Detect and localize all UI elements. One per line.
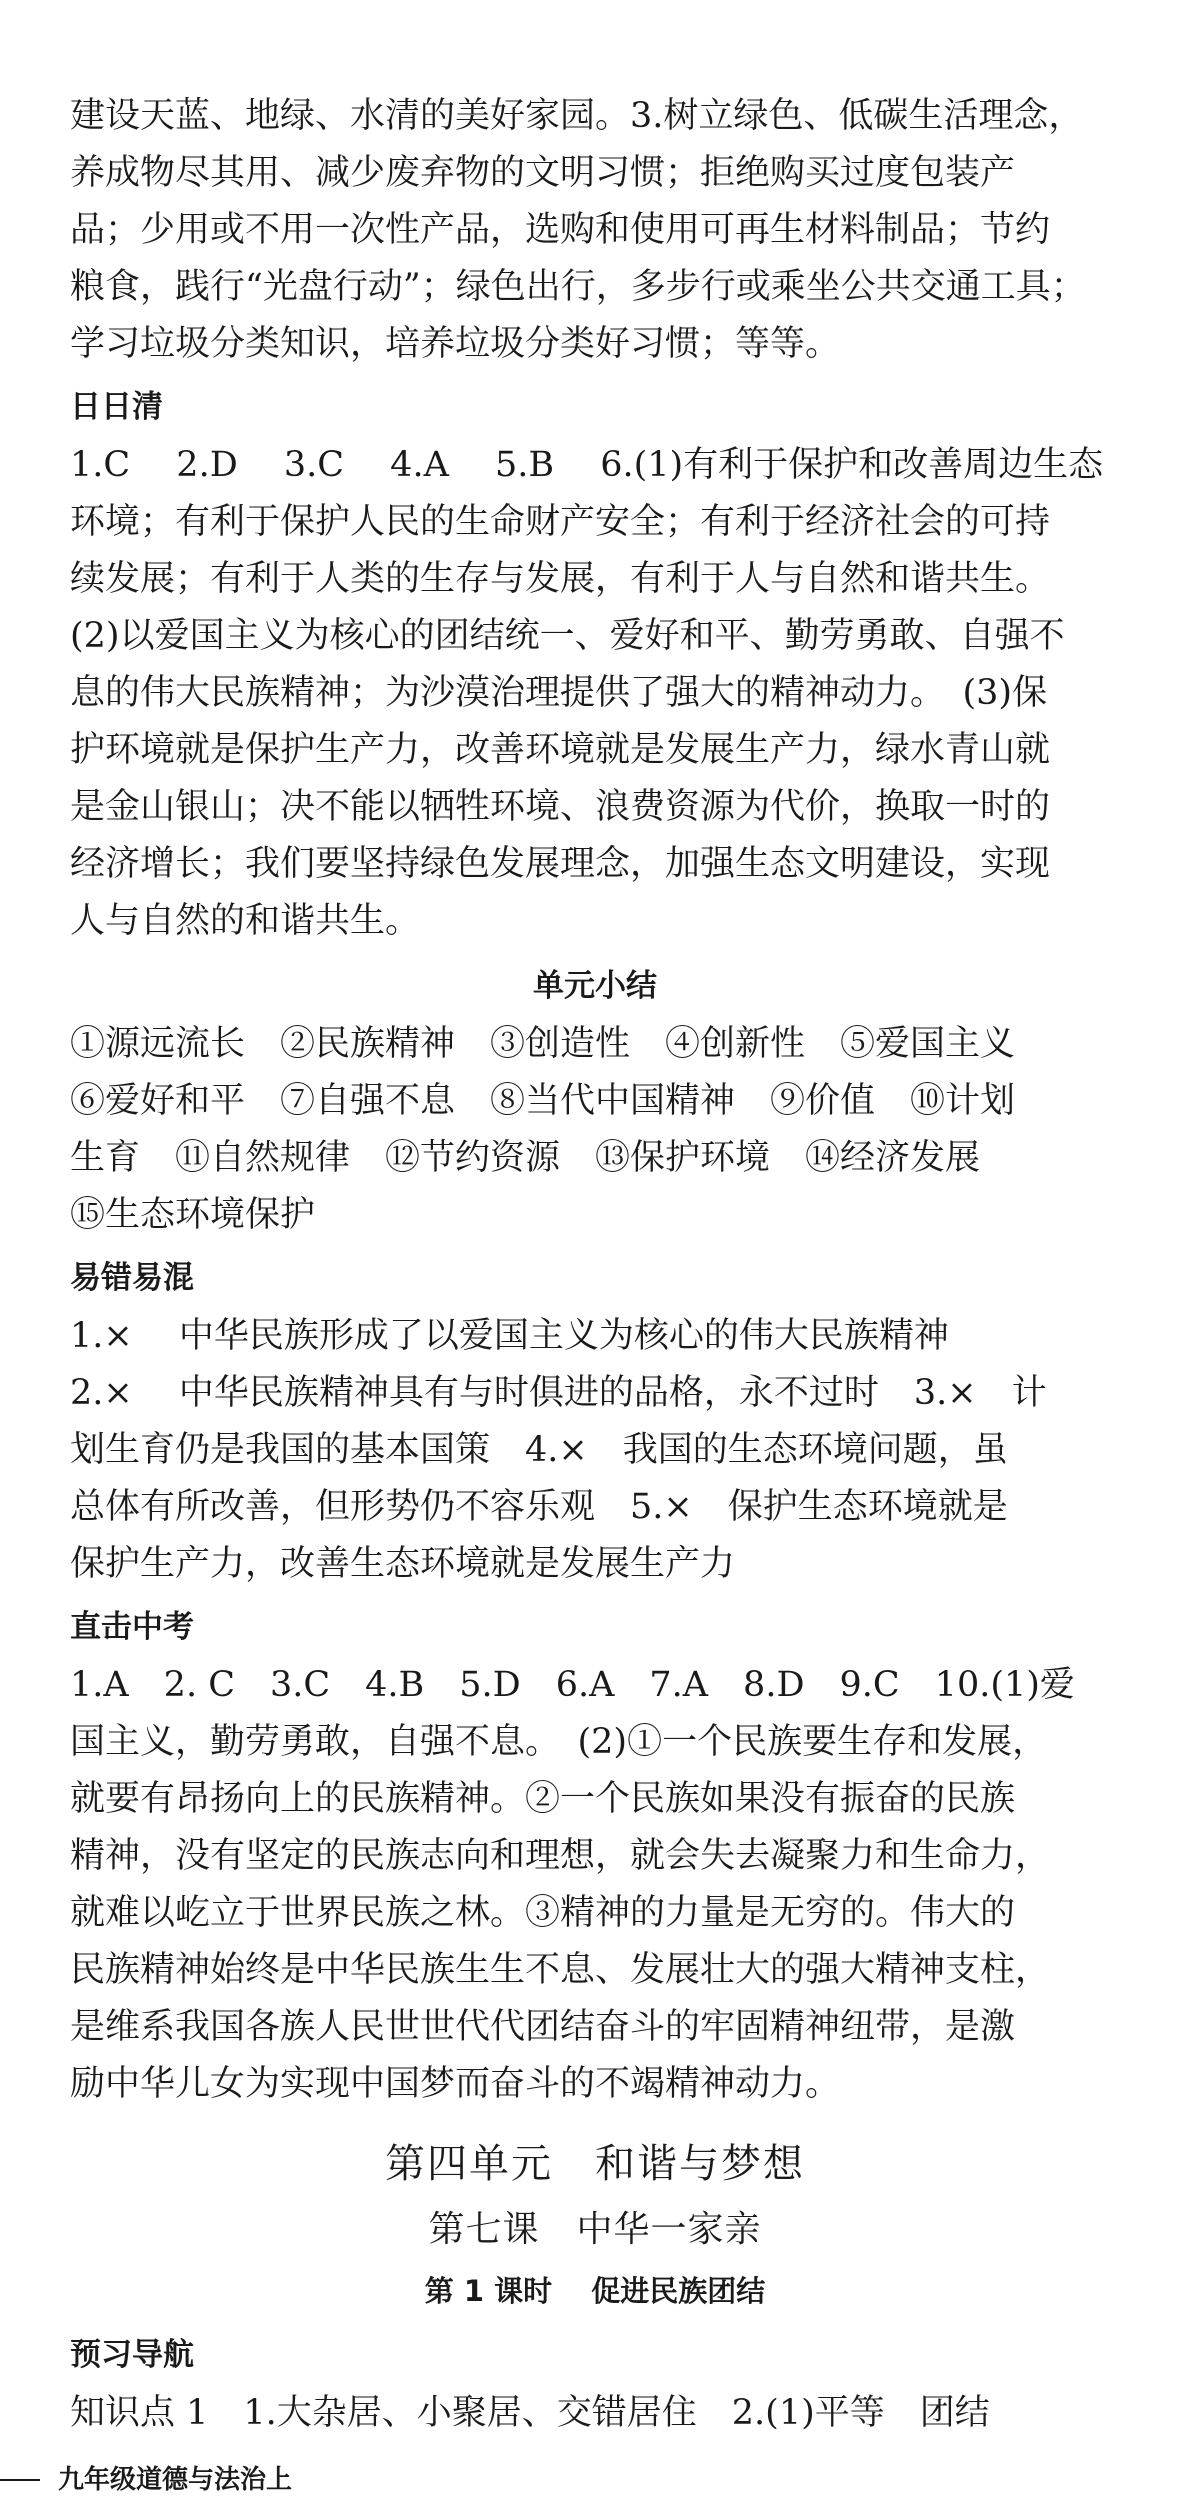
text-line: 总体有所改善，但形势仍不容乐观 5.× 保护生态环境就是 (70, 1487, 1008, 1527)
text-line: 环境；有利于保护人民的生命财产安全；有利于经济社会的可持 (70, 502, 1051, 542)
text-line: 经济增长；我们要坚持绿色发展理念，加强生态文明建设，实现 (70, 844, 1051, 884)
text-line: 是金山银山；决不能以牺牲环境、浪费资源为代价，换取一时的 (70, 787, 1051, 827)
footer-text: 九年级道德与法治上 (58, 2465, 293, 2495)
summary-answers (70, 1016, 1120, 1244)
preview-line: 知识点 1 1.大杂居、小聚居、交错居住 2.(1)平等 团结 (70, 2393, 990, 2433)
text-line: 学习垃圾分类知识，培养垃圾分类好习惯；等等。 (70, 324, 841, 364)
text-line: 护环境就是保护生产力，改善环境就是发展生产力，绿水青山就 (70, 730, 1051, 770)
text-line: ⑥爱好和平 ⑦自强不息 ⑧当代中国精神 ⑨价值 ⑩计划 (70, 1081, 1016, 1121)
text-line: 就要有昂扬向上的民族精神。②一个民族如果没有振奋的民族 (70, 1779, 1016, 1819)
text-line: 品；少用或不用一次性产品，选购和使用可再生材料制品；节约 (70, 210, 1051, 250)
mistakes-heading: 易错易混 (70, 1260, 194, 1296)
daily-answers (70, 437, 1120, 950)
unit-title: 第四单元 和谐与梦想 (385, 2141, 805, 2187)
text-line: 国主义，勤劳勇敢，自强不息。 (2)①一个民族要生存和发展， (70, 1722, 1048, 1762)
exam-answers (70, 1657, 1120, 2113)
text-line: ⑮生态环境保护 (70, 1195, 316, 1235)
period-title: 第 1 课时 促进民族团结 (424, 2274, 766, 2308)
text-line: 1.C 2.D 3.C 4.A 5.B 6.(1)有利于保护和改善周边生态 (70, 445, 1104, 485)
preview-heading: 预习导航 (70, 2337, 194, 2373)
text-line: 养成物尽其用、减少废弃物的文明习惯；拒绝购买过度包装产 (70, 153, 1016, 193)
footer-rule (0, 2479, 40, 2481)
text-line: 1.A 2. C 3.C 4.B 5.D 6.A 7.A 8.D 9.C 10.(1)爱 (70, 1665, 1075, 1705)
text-line: 民族精神始终是中华民族生生不息、发展壮大的强大精神支柱， (70, 1950, 1051, 1990)
text-line: (2)以爱国主义为核心的团结统一、爱好和平、勤劳勇敢、自强不 (70, 616, 1065, 656)
mistakes-answers (70, 1308, 1120, 1593)
summary-heading: 单元小结 (533, 968, 657, 1004)
text-line: 续发展；有利于人类的生存与发展，有利于人与自然和谐共生。 (70, 559, 1051, 599)
text-line: 人与自然的和谐共生。 (70, 901, 421, 941)
exam-heading: 直击中考 (70, 1609, 194, 1645)
daily-heading: 日日清 (70, 389, 163, 425)
text-line: 息的伟大民族精神；为沙漠治理提供了强大的精神动力。 (3)保 (70, 673, 1048, 713)
text-line: 就难以屹立于世界民族之林。③精神的力量是无穷的。伟大的 (70, 1893, 1016, 1933)
text-line: 保护生产力，改善生态环境就是发展生产力 (70, 1544, 736, 1584)
text-line: 是维系我国各族人民世世代代团结奋斗的牢固精神纽带，是激 (70, 2007, 1016, 2047)
lesson-title: 第七课 中华一家亲 (428, 2209, 762, 2250)
text-line: 粮食，践行“光盘行动”；绿色出行，多步行或乘坐公共交通工具； (70, 267, 1086, 307)
intro-paragraph (70, 88, 1120, 373)
text-line: 建设天蓝、地绿、水清的美好家园。3.树立绿色、低碳生活理念， (70, 96, 1084, 136)
text-line: 生育 ⑪自然规律 ⑫节约资源 ⑬保护环境 ⑭经济发展 (70, 1138, 981, 1178)
answer-page (70, 88, 1120, 2442)
text-line: 精神，没有坚定的民族志向和理想，就会失去凝聚力和生命力， (70, 1836, 1051, 1876)
text-line: 励中华儿女为实现中国梦而奋斗的不竭精神动力。 (70, 2064, 841, 2104)
text-line: ①源远流长 ②民族精神 ③创造性 ④创新性 ⑤爱国主义 (70, 1024, 1016, 1064)
text-line: 2.× 中华民族精神具有与时俱进的品格，永不过时 3.× 计 (70, 1373, 1047, 1413)
page-footer (0, 2462, 292, 2498)
text-line: 1.× 中华民族形成了以爱国主义为核心的伟大民族精神 (70, 1316, 949, 1356)
text-line: 划生育仍是我国的基本国策 4.× 我国的生态环境问题，虽 (70, 1430, 1008, 1470)
